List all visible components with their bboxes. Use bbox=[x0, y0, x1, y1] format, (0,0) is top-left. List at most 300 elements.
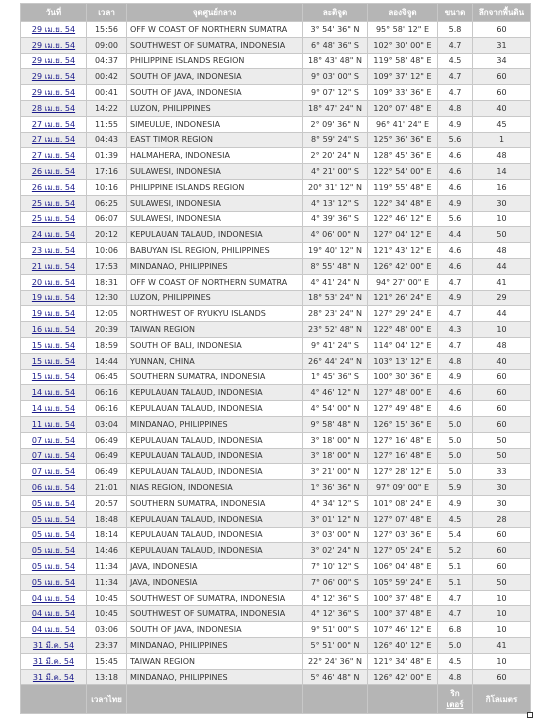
table-row bbox=[21, 416, 531, 432]
table-row bbox=[21, 653, 531, 669]
cell-latitude: 4° 12' 36" S bbox=[303, 590, 368, 606]
cell-magnitude: 4.9 bbox=[438, 369, 473, 385]
cell-region: SOUTHWEST OF SUMATRA, INDONESIA bbox=[127, 590, 303, 606]
table-header-row bbox=[21, 4, 531, 22]
date-link[interactable]: 05 เม.ย. 54 bbox=[31, 530, 76, 540]
cell-longitude: 96° 41' 24" E bbox=[368, 116, 438, 132]
date-link[interactable]: 21 เม.ย. 54 bbox=[31, 261, 76, 271]
date-link[interactable]: 27 เม.ย. 54 bbox=[31, 135, 76, 145]
date-link[interactable]: 28 เม.ย. 54 bbox=[31, 103, 76, 113]
cell-magnitude: 4.7 bbox=[438, 274, 473, 290]
date-link[interactable]: 31 มี.ค. 54 bbox=[32, 672, 75, 682]
date-link[interactable]: 07 เม.ย. 54 bbox=[31, 435, 76, 445]
date-link[interactable]: 26 เม.ย. 54 bbox=[31, 182, 76, 192]
cell-longitude: 125° 36' 36" E bbox=[368, 132, 438, 148]
cell-longitude: 127° 28' 12" E bbox=[368, 464, 438, 480]
footer-empty-region bbox=[127, 685, 303, 714]
cell-date bbox=[21, 653, 87, 669]
cell-region: NORTHWEST OF RYUKYU ISLANDS bbox=[127, 306, 303, 322]
cell-time: 03:06 bbox=[87, 622, 127, 638]
cell-time: 06:49 bbox=[87, 432, 127, 448]
date-link[interactable]: 27 เม.ย. 54 bbox=[31, 151, 76, 161]
cell-time: 04:37 bbox=[87, 53, 127, 69]
cell-latitude: 8° 59' 24" S bbox=[303, 132, 368, 148]
cell-latitude: 4° 12' 36" S bbox=[303, 606, 368, 622]
cell-longitude: 119° 58' 48" E bbox=[368, 53, 438, 69]
cell-latitude: 22° 24' 36" N bbox=[303, 653, 368, 669]
cell-time: 00:41 bbox=[87, 85, 127, 101]
date-link[interactable]: 23 เม.ย. 54 bbox=[31, 246, 76, 256]
cell-depth: 60 bbox=[473, 69, 531, 85]
table-row bbox=[21, 385, 531, 401]
cell-depth: 41 bbox=[473, 274, 531, 290]
cell-date bbox=[21, 527, 87, 543]
cell-depth: 10 bbox=[473, 211, 531, 227]
cell-region: SOUTHERN SUMATRA, INDONESIA bbox=[127, 495, 303, 511]
table-row bbox=[21, 322, 531, 338]
cell-region: KEPULAUAN TALAUD, INDONESIA bbox=[127, 464, 303, 480]
cell-date bbox=[21, 116, 87, 132]
cell-date bbox=[21, 669, 87, 685]
date-link[interactable]: 05 เม.ย. 54 bbox=[31, 498, 76, 508]
date-link[interactable]: 05 เม.ย. 54 bbox=[31, 577, 76, 587]
table-row bbox=[21, 132, 531, 148]
cell-latitude: 7° 10' 12" S bbox=[303, 559, 368, 575]
cell-date bbox=[21, 416, 87, 432]
cell-time: 09:00 bbox=[87, 37, 127, 53]
cell-latitude: 1° 45' 36" S bbox=[303, 369, 368, 385]
cell-time: 12:05 bbox=[87, 306, 127, 322]
cell-depth: 41 bbox=[473, 638, 531, 654]
cell-latitude: 4° 41' 24" N bbox=[303, 274, 368, 290]
footer-time-note: เวลาไทย bbox=[87, 685, 127, 714]
cell-depth: 30 bbox=[473, 495, 531, 511]
date-link[interactable]: 07 เม.ย. 54 bbox=[31, 467, 76, 477]
cell-latitude: 3° 21' 00" N bbox=[303, 464, 368, 480]
header-magnitude: ขนาด bbox=[438, 4, 473, 22]
cell-depth: 30 bbox=[473, 195, 531, 211]
table-row bbox=[21, 53, 531, 69]
cell-depth: 10 bbox=[473, 606, 531, 622]
cell-time: 06:07 bbox=[87, 211, 127, 227]
cell-time: 21:01 bbox=[87, 480, 127, 496]
cell-depth: 48 bbox=[473, 148, 531, 164]
cell-depth: 60 bbox=[473, 669, 531, 685]
cell-latitude: 3° 54' 36" N bbox=[303, 22, 368, 38]
date-link[interactable]: 31 มี.ค. 54 bbox=[32, 640, 75, 650]
cell-date bbox=[21, 606, 87, 622]
cell-magnitude: 4.6 bbox=[438, 385, 473, 401]
cell-depth: 50 bbox=[473, 227, 531, 243]
cell-time: 17:16 bbox=[87, 164, 127, 180]
cell-latitude: 18° 53' 24" N bbox=[303, 290, 368, 306]
cell-date bbox=[21, 69, 87, 85]
date-link[interactable]: 04 เม.ย. 54 bbox=[31, 593, 76, 603]
date-link[interactable]: 29 เม.ย. 54 bbox=[31, 88, 76, 98]
cell-latitude: 9° 07' 12" S bbox=[303, 85, 368, 101]
cell-region: EAST TIMOR REGION bbox=[127, 132, 303, 148]
cell-date bbox=[21, 401, 87, 417]
cell-date bbox=[21, 337, 87, 353]
cell-region: LUZON, PHILIPPINES bbox=[127, 100, 303, 116]
cell-magnitude: 5.0 bbox=[438, 432, 473, 448]
cell-time: 10:45 bbox=[87, 606, 127, 622]
cell-date bbox=[21, 290, 87, 306]
cell-time: 15:56 bbox=[87, 22, 127, 38]
date-link[interactable]: 19 เม.ย. 54 bbox=[31, 293, 76, 303]
cell-depth: 10 bbox=[473, 653, 531, 669]
cell-date bbox=[21, 274, 87, 290]
cell-depth: 60 bbox=[473, 559, 531, 575]
cell-time: 10:06 bbox=[87, 243, 127, 259]
table-row bbox=[21, 480, 531, 496]
cell-magnitude: 5.6 bbox=[438, 211, 473, 227]
cell-date bbox=[21, 353, 87, 369]
cell-longitude: 122° 54' 00" E bbox=[368, 164, 438, 180]
cell-time: 10:16 bbox=[87, 179, 127, 195]
cell-magnitude: 4.7 bbox=[438, 37, 473, 53]
cell-magnitude: 4.9 bbox=[438, 116, 473, 132]
table-row bbox=[21, 369, 531, 385]
cell-date bbox=[21, 306, 87, 322]
cell-date bbox=[21, 211, 87, 227]
cell-date bbox=[21, 448, 87, 464]
cell-latitude: 4° 06' 00" N bbox=[303, 227, 368, 243]
date-link[interactable]: 20 เม.ย. 54 bbox=[31, 277, 76, 287]
cell-magnitude: 4.8 bbox=[438, 353, 473, 369]
header-time: เวลา bbox=[87, 4, 127, 22]
table-row bbox=[21, 290, 531, 306]
cell-time: 20:12 bbox=[87, 227, 127, 243]
cell-depth: 60 bbox=[473, 369, 531, 385]
table-row bbox=[21, 495, 531, 511]
richter-link[interactable]: เตอร์ bbox=[446, 700, 464, 710]
cell-magnitude: 5.8 bbox=[438, 22, 473, 38]
footer-magnitude-unit-line1: ริก bbox=[450, 689, 460, 699]
cell-region: MINDANAO, PHILIPPINES bbox=[127, 416, 303, 432]
cell-magnitude: 4.7 bbox=[438, 85, 473, 101]
cell-time: 23:37 bbox=[87, 638, 127, 654]
cell-latitude: 2° 09' 36" N bbox=[303, 116, 368, 132]
cell-latitude: 4° 13' 12" S bbox=[303, 195, 368, 211]
cell-time: 11:34 bbox=[87, 574, 127, 590]
cell-region: SIMEULUE, INDONESIA bbox=[127, 116, 303, 132]
cell-date bbox=[21, 243, 87, 259]
table-row bbox=[21, 274, 531, 290]
cell-region: MINDANAO, PHILIPPINES bbox=[127, 669, 303, 685]
date-link[interactable]: 16 เม.ย. 54 bbox=[31, 325, 76, 335]
cell-magnitude: 5.6 bbox=[438, 132, 473, 148]
table-row bbox=[21, 85, 531, 101]
table-row bbox=[21, 69, 531, 85]
table-row bbox=[21, 306, 531, 322]
cell-longitude: 127° 04' 12" E bbox=[368, 227, 438, 243]
cell-latitude: 18° 43' 48" N bbox=[303, 53, 368, 69]
cell-time: 17:53 bbox=[87, 258, 127, 274]
cell-longitude: 121° 34' 48" E bbox=[368, 653, 438, 669]
cell-region: KEPULAUAN TALAUD, INDONESIA bbox=[127, 511, 303, 527]
cell-longitude: 127° 03' 36" E bbox=[368, 527, 438, 543]
cell-depth: 44 bbox=[473, 306, 531, 322]
cell-latitude: 3° 01' 12" N bbox=[303, 511, 368, 527]
cell-time: 14:44 bbox=[87, 353, 127, 369]
cell-latitude: 8° 55' 48" N bbox=[303, 258, 368, 274]
date-link[interactable]: 25 เม.ย. 54 bbox=[31, 198, 76, 208]
cell-time: 13:18 bbox=[87, 669, 127, 685]
cell-longitude: 127° 48' 00" E bbox=[368, 385, 438, 401]
table-row bbox=[21, 669, 531, 685]
cell-latitude: 3° 02' 24" N bbox=[303, 543, 368, 559]
table-row bbox=[21, 638, 531, 654]
cell-latitude: 20° 31' 12" N bbox=[303, 179, 368, 195]
cell-depth: 34 bbox=[473, 53, 531, 69]
cell-time: 06:49 bbox=[87, 464, 127, 480]
cell-date bbox=[21, 385, 87, 401]
cell-longitude: 122° 34' 48" E bbox=[368, 195, 438, 211]
cell-date bbox=[21, 590, 87, 606]
cell-longitude: 127° 16' 48" E bbox=[368, 432, 438, 448]
date-link[interactable]: 31 มี.ค. 54 bbox=[32, 656, 75, 666]
cell-depth: 60 bbox=[473, 22, 531, 38]
cell-magnitude: 4.9 bbox=[438, 290, 473, 306]
date-link[interactable]: 29 เม.ย. 54 bbox=[31, 40, 76, 50]
cell-longitude: 120° 07' 48" E bbox=[368, 100, 438, 116]
cell-depth: 50 bbox=[473, 448, 531, 464]
cell-depth: 14 bbox=[473, 164, 531, 180]
cell-longitude: 102° 30' 00" E bbox=[368, 37, 438, 53]
cell-date bbox=[21, 258, 87, 274]
cell-region: SULAWESI, INDONESIA bbox=[127, 211, 303, 227]
earthquake-table bbox=[20, 3, 531, 714]
cell-magnitude: 4.7 bbox=[438, 606, 473, 622]
cell-time: 00:42 bbox=[87, 69, 127, 85]
cell-longitude: 114° 04' 12" E bbox=[368, 337, 438, 353]
date-link[interactable]: 14 เม.ย. 54 bbox=[31, 388, 76, 398]
cell-magnitude: 4.6 bbox=[438, 148, 473, 164]
date-link[interactable]: 15 เม.ย. 54 bbox=[31, 356, 76, 366]
table-row bbox=[21, 464, 531, 480]
cell-time: 20:39 bbox=[87, 322, 127, 338]
cell-date bbox=[21, 179, 87, 195]
cell-magnitude: 4.6 bbox=[438, 164, 473, 180]
cell-longitude: 126° 40' 12" E bbox=[368, 638, 438, 654]
cell-magnitude: 4.5 bbox=[438, 653, 473, 669]
cell-time: 03:04 bbox=[87, 416, 127, 432]
cell-depth: 31 bbox=[473, 37, 531, 53]
cell-region: KEPULAUAN TALAUD, INDONESIA bbox=[127, 527, 303, 543]
footer-empty-date bbox=[21, 685, 87, 714]
cell-longitude: 126° 42' 00" E bbox=[368, 258, 438, 274]
cell-date bbox=[21, 638, 87, 654]
cell-region: SOUTH OF JAVA, INDONESIA bbox=[127, 85, 303, 101]
date-link[interactable]: 06 เม.ย. 54 bbox=[31, 483, 76, 492]
cell-date bbox=[21, 495, 87, 511]
cell-magnitude: 5.9 bbox=[438, 480, 473, 496]
cell-magnitude: 5.1 bbox=[438, 559, 473, 575]
cell-time: 14:22 bbox=[87, 100, 127, 116]
cell-latitude: 28° 23' 24" N bbox=[303, 306, 368, 322]
cell-date bbox=[21, 511, 87, 527]
cell-latitude: 3° 18' 00" N bbox=[303, 448, 368, 464]
cell-date bbox=[21, 164, 87, 180]
cell-magnitude: 4.9 bbox=[438, 495, 473, 511]
cell-date bbox=[21, 100, 87, 116]
cell-region: SOUTHERN SUMATRA, INDONESIA bbox=[127, 369, 303, 385]
cell-region: SOUTH OF JAVA, INDONESIA bbox=[127, 69, 303, 85]
cell-longitude: 127° 16' 48" E bbox=[368, 448, 438, 464]
cell-date bbox=[21, 227, 87, 243]
cell-depth: 10 bbox=[473, 322, 531, 338]
cell-time: 18:14 bbox=[87, 527, 127, 543]
cell-date bbox=[21, 543, 87, 559]
cell-time: 01:39 bbox=[87, 148, 127, 164]
cell-magnitude: 4.9 bbox=[438, 195, 473, 211]
cell-depth: 48 bbox=[473, 243, 531, 259]
date-link[interactable]: 26 เม.ย. 54 bbox=[31, 167, 76, 177]
date-link[interactable]: 29 เม.ย. 54 bbox=[31, 56, 76, 66]
cell-depth: 40 bbox=[473, 353, 531, 369]
date-link[interactable]: 14 เม.ย. 54 bbox=[31, 404, 76, 414]
cell-magnitude: 5.4 bbox=[438, 527, 473, 543]
cell-date bbox=[21, 132, 87, 148]
table-row bbox=[21, 116, 531, 132]
cell-time: 18:31 bbox=[87, 274, 127, 290]
cell-magnitude: 4.7 bbox=[438, 69, 473, 85]
cell-depth: 44 bbox=[473, 258, 531, 274]
date-link[interactable]: 04 เม.ย. 54 bbox=[31, 609, 76, 619]
cell-date bbox=[21, 85, 87, 101]
table-row bbox=[21, 448, 531, 464]
table-row bbox=[21, 574, 531, 590]
cell-magnitude: 4.6 bbox=[438, 401, 473, 417]
cell-depth: 60 bbox=[473, 385, 531, 401]
cell-time: 04:43 bbox=[87, 132, 127, 148]
cell-depth: 60 bbox=[473, 85, 531, 101]
cell-depth: 16 bbox=[473, 179, 531, 195]
date-link[interactable]: 04 เม.ย. 54 bbox=[31, 625, 76, 635]
cell-date bbox=[21, 22, 87, 38]
table-row bbox=[21, 195, 531, 211]
cell-latitude: 4° 34' 12" S bbox=[303, 495, 368, 511]
date-link[interactable]: 05 เม.ย. 54 bbox=[31, 514, 76, 524]
table-footer-row bbox=[21, 685, 531, 714]
cell-magnitude: 4.6 bbox=[438, 258, 473, 274]
date-link[interactable]: 25 เม.ย. 54 bbox=[31, 214, 76, 224]
cell-region: TAIWAN REGION bbox=[127, 322, 303, 338]
cell-time: 12:30 bbox=[87, 290, 127, 306]
cell-date bbox=[21, 559, 87, 575]
footer-empty-lat bbox=[303, 685, 368, 714]
date-link[interactable]: 27 เม.ย. 54 bbox=[31, 119, 76, 129]
cell-region: SULAWESI, INDONESIA bbox=[127, 195, 303, 211]
cell-depth: 28 bbox=[473, 511, 531, 527]
footer-magnitude-unit[interactable] bbox=[438, 685, 473, 714]
date-link[interactable]: 19 เม.ย. 54 bbox=[31, 309, 76, 319]
cell-time: 06:49 bbox=[87, 448, 127, 464]
table-row bbox=[21, 353, 531, 369]
table-row bbox=[21, 543, 531, 559]
cell-latitude: 5° 46' 48" N bbox=[303, 669, 368, 685]
date-link[interactable]: 29 เม.ย. 54 bbox=[31, 24, 76, 34]
date-link[interactable]: 07 เม.ย. 54 bbox=[31, 451, 76, 461]
header-depth: ลึกจากพื้นดิน bbox=[473, 4, 531, 22]
cell-time: 14:46 bbox=[87, 543, 127, 559]
cell-longitude: 122° 46' 12" E bbox=[368, 211, 438, 227]
cell-time: 18:59 bbox=[87, 337, 127, 353]
cell-latitude: 3° 18' 00" N bbox=[303, 432, 368, 448]
cell-depth: 50 bbox=[473, 432, 531, 448]
cell-longitude: 126° 15' 36" E bbox=[368, 416, 438, 432]
cell-date bbox=[21, 622, 87, 638]
cell-time: 06:16 bbox=[87, 401, 127, 417]
cell-latitude: 9° 51' 00" S bbox=[303, 622, 368, 638]
cell-longitude: 103° 13' 12" E bbox=[368, 353, 438, 369]
cell-latitude: 4° 21' 00" S bbox=[303, 164, 368, 180]
table-row bbox=[21, 590, 531, 606]
cell-longitude: 97° 09' 00" E bbox=[368, 480, 438, 496]
cell-region: MINDANAO, PHILIPPINES bbox=[127, 258, 303, 274]
cell-region: PHILIPPINE ISLANDS REGION bbox=[127, 53, 303, 69]
cell-magnitude: 5.0 bbox=[438, 448, 473, 464]
cell-magnitude: 4.5 bbox=[438, 511, 473, 527]
cell-depth: 29 bbox=[473, 290, 531, 306]
cell-latitude: 9° 58' 48" N bbox=[303, 416, 368, 432]
cell-latitude: 9° 03' 00" S bbox=[303, 69, 368, 85]
table-row bbox=[21, 527, 531, 543]
cell-time: 15:45 bbox=[87, 653, 127, 669]
date-link[interactable]: 15 เม.ย. 54 bbox=[31, 372, 76, 382]
cell-date bbox=[21, 53, 87, 69]
cell-region: LUZON, PHILIPPINES bbox=[127, 290, 303, 306]
cell-region: KEPULAUAN TALAUD, INDONESIA bbox=[127, 227, 303, 243]
date-link[interactable]: 24 เม.ย. 54 bbox=[31, 230, 76, 240]
cell-latitude: 4° 46' 12" N bbox=[303, 385, 368, 401]
cell-time: 18:48 bbox=[87, 511, 127, 527]
cell-depth: 45 bbox=[473, 116, 531, 132]
date-link[interactable]: 11 เม.ย. 54 bbox=[31, 419, 76, 429]
table-row bbox=[21, 337, 531, 353]
date-link[interactable]: 05 เม.ย. 54 bbox=[31, 561, 76, 571]
header-date: วันที่ bbox=[21, 4, 87, 22]
cell-region: SOUTHWEST OF SUMATRA, INDONESIA bbox=[127, 606, 303, 622]
cell-longitude: 94° 27' 00" E bbox=[368, 274, 438, 290]
cell-longitude: 127° 07' 48" E bbox=[368, 511, 438, 527]
cell-region: OFF W COAST OF NORTHERN SUMATRA bbox=[127, 22, 303, 38]
cell-depth: 30 bbox=[473, 480, 531, 496]
cell-depth: 60 bbox=[473, 543, 531, 559]
cell-region: PHILIPPINE ISLANDS REGION bbox=[127, 179, 303, 195]
cell-magnitude: 5.0 bbox=[438, 416, 473, 432]
cell-latitude: 4° 54' 00" N bbox=[303, 401, 368, 417]
date-link[interactable]: 15 เม.ย. 54 bbox=[31, 340, 76, 350]
cell-magnitude: 4.7 bbox=[438, 337, 473, 353]
cell-magnitude: 4.7 bbox=[438, 590, 473, 606]
cell-depth: 60 bbox=[473, 401, 531, 417]
cell-latitude: 9° 41' 24" S bbox=[303, 337, 368, 353]
cell-longitude: 105° 59' 24" E bbox=[368, 574, 438, 590]
resize-handle[interactable] bbox=[527, 712, 533, 718]
cell-longitude: 122° 48' 00" E bbox=[368, 322, 438, 338]
date-link[interactable]: 29 เม.ย. 54 bbox=[31, 72, 76, 82]
cell-time: 06:16 bbox=[87, 385, 127, 401]
cell-latitude: 26° 44' 24" N bbox=[303, 353, 368, 369]
cell-region: KEPULAUAN TALAUD, INDONESIA bbox=[127, 385, 303, 401]
cell-longitude: 100° 30' 36" E bbox=[368, 369, 438, 385]
date-link[interactable]: 05 เม.ย. 54 bbox=[31, 546, 76, 556]
table-row bbox=[21, 258, 531, 274]
cell-longitude: 106° 04' 48" E bbox=[368, 559, 438, 575]
table-row bbox=[21, 22, 531, 38]
